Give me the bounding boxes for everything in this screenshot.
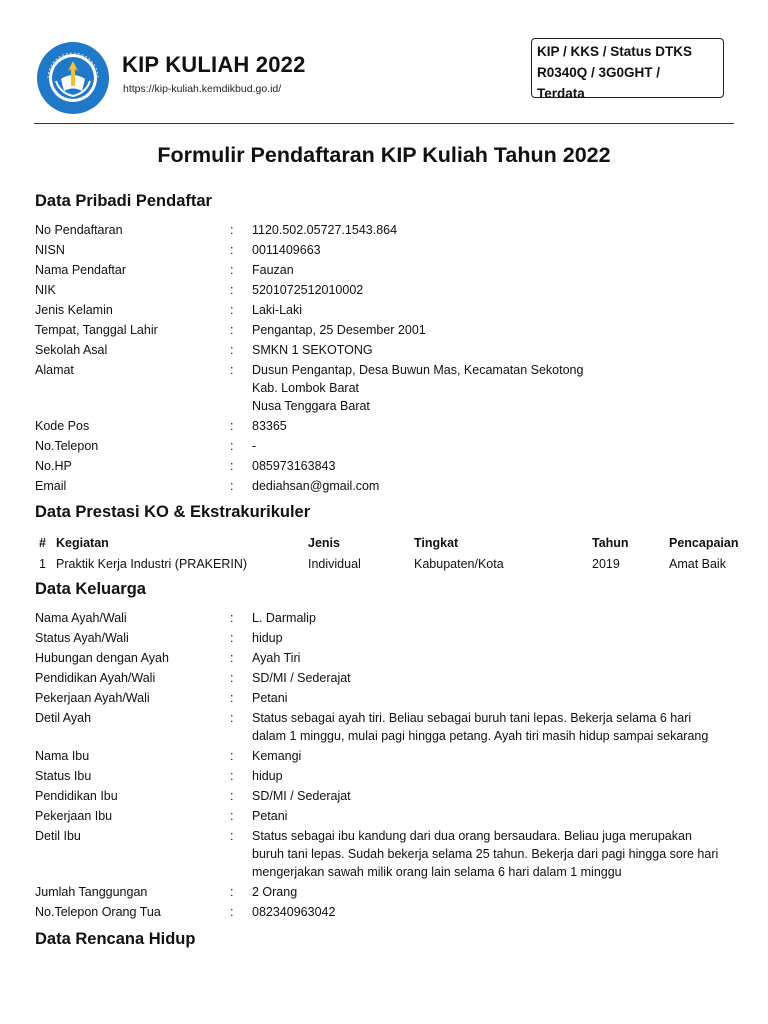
- section-title-pribadi: Data Pribadi Pendaftar: [35, 192, 212, 210]
- field-value: 83365: [252, 419, 287, 433]
- field-row: [35, 883, 735, 903]
- field-label: Detil Ibu: [35, 829, 81, 843]
- col-header-no: #: [39, 536, 46, 550]
- field-separator: :: [230, 323, 234, 337]
- field-row: [35, 903, 735, 923]
- field-separator: :: [230, 439, 234, 453]
- field-row: [35, 827, 735, 883]
- section-title-rencana: Data Rencana Hidup: [35, 930, 196, 948]
- tut-wuri-handayani-logo: [36, 41, 110, 115]
- field-row: [35, 457, 735, 477]
- field-value-line: Status sebagai ibu kandung dari dua orang bersaudara. Beliau juga merupakan: [252, 829, 692, 843]
- field-row: [35, 221, 735, 241]
- field-row: [35, 261, 735, 281]
- status-box: [531, 38, 724, 101]
- field-row: [35, 609, 735, 629]
- field-separator: :: [230, 905, 234, 919]
- field-value: SMKN 1 SEKOTONG: [252, 343, 373, 357]
- field-value-line: Kab. Lombok Barat: [252, 381, 360, 395]
- cell-kegiatan: Praktik Kerja Industri (PRAKERIN): [56, 557, 248, 571]
- field-row: [35, 241, 735, 261]
- field-value: Fauzan: [252, 263, 294, 277]
- field-value: hidup: [252, 631, 283, 645]
- field-label: Status Ayah/Wali: [35, 631, 129, 645]
- field-label: Jenis Kelamin: [35, 303, 113, 317]
- field-value: L. Darmalip: [252, 611, 316, 625]
- table-header: [35, 532, 739, 554]
- field-separator: :: [230, 711, 234, 725]
- field-value: Kemangi: [252, 749, 302, 763]
- field-label: No.HP: [35, 459, 72, 473]
- field-label: No.Telepon: [35, 439, 99, 453]
- field-separator: :: [230, 829, 234, 843]
- col-header-jenis: Jenis: [308, 536, 340, 550]
- brand-url[interactable]: https://kip-kuliah.kemdikbud.go.id/: [123, 83, 282, 95]
- cell-pencapaian: Amat Baik: [669, 557, 726, 571]
- field-value: SD/MI / Sederajat: [252, 671, 351, 685]
- field-separator: :: [230, 283, 234, 297]
- field-row: [35, 649, 735, 669]
- keluarga-list: [35, 609, 735, 923]
- brand-title: KIP KULIAH 2022: [122, 52, 306, 77]
- field-label: Email: [35, 479, 67, 493]
- field-row: [35, 417, 735, 437]
- field-separator: :: [230, 611, 234, 625]
- field-row: [35, 709, 735, 747]
- field-separator: :: [230, 343, 234, 357]
- field-row: [35, 477, 735, 497]
- field-label: Tempat, Tanggal Lahir: [35, 323, 158, 337]
- field-label: Sekolah Asal: [35, 343, 108, 357]
- field-value-line: Dusun Pengantap, Desa Buwun Mas, Kecamatan Sekotong: [252, 363, 584, 377]
- field-row: [35, 321, 735, 341]
- field-separator: :: [230, 749, 234, 763]
- field-row: [35, 669, 735, 689]
- field-separator: :: [230, 691, 234, 705]
- field-value: 082340963042: [252, 905, 336, 919]
- field-row: [35, 361, 735, 417]
- form-title: Formulir Pendaftaran KIP Kuliah Tahun 2022: [157, 143, 611, 167]
- field-separator: :: [230, 885, 234, 899]
- prestasi-table: [35, 532, 739, 574]
- field-label: Hubungan dengan Ayah: [35, 651, 169, 665]
- field-value: -: [252, 439, 257, 453]
- header-divider: [34, 123, 734, 124]
- field-row: [35, 747, 735, 767]
- field-label: Kode Pos: [35, 419, 90, 433]
- field-row: [35, 281, 735, 301]
- field-label: Pendidikan Ayah/Wali: [35, 671, 156, 685]
- field-separator: :: [230, 419, 234, 433]
- pribadi-list: [35, 221, 735, 497]
- field-label: Detil Ayah: [35, 711, 92, 725]
- col-header-pencapaian: Pencapaian: [669, 536, 739, 550]
- field-row: [35, 767, 735, 787]
- field-row: [35, 787, 735, 807]
- field-value: [252, 361, 735, 415]
- field-label: NIK: [35, 283, 56, 297]
- field-separator: :: [230, 631, 234, 645]
- field-row: [35, 807, 735, 827]
- field-separator: :: [230, 363, 234, 377]
- field-label: Pekerjaan Ayah/Wali: [35, 691, 150, 705]
- field-value: 2 Orang: [252, 885, 298, 899]
- field-label: Status Ibu: [35, 769, 92, 783]
- field-value: Laki-Laki: [252, 303, 303, 317]
- cell-jenis: Individual: [308, 557, 361, 571]
- field-value: Petani: [252, 809, 288, 823]
- field-label: Jumlah Tanggungan: [35, 885, 148, 899]
- section-title-keluarga: Data Keluarga: [35, 580, 146, 598]
- field-value: Petani: [252, 691, 288, 705]
- field-value: dediahsan@gmail.com: [252, 479, 380, 493]
- field-value: [252, 709, 735, 745]
- field-value-line: dalam 1 minggu, mulai pagi hingga petang. Ayah tiri masih hidup sampai sekarang: [252, 729, 709, 743]
- field-label: Pekerjaan Ibu: [35, 809, 113, 823]
- field-separator: :: [230, 769, 234, 783]
- field-value: hidup: [252, 769, 283, 783]
- field-separator: :: [230, 303, 234, 317]
- field-label: Pendidikan Ibu: [35, 789, 118, 803]
- col-header-tahun: Tahun: [592, 536, 629, 550]
- field-separator: :: [230, 809, 234, 823]
- field-value: 1120.502.05727.1543.864: [252, 223, 398, 237]
- status-line: KIP / KKS / Status DTKS: [537, 44, 693, 59]
- field-row: [35, 437, 735, 457]
- field-separator: :: [230, 479, 234, 493]
- section-title-prestasi: Data Prestasi KO & Ekstrakurikuler: [35, 503, 311, 521]
- field-value: Ayah Tiri: [252, 651, 301, 665]
- field-separator: :: [230, 789, 234, 803]
- field-row: [35, 341, 735, 361]
- field-value-line: Nusa Tenggara Barat: [252, 399, 370, 413]
- col-header-tingkat: Tingkat: [414, 536, 459, 550]
- field-value-line: buruh tani lepas. Sudah bekerja selama 25 tahun. Bekerja dari pagi hingga sore hari: [252, 847, 719, 861]
- field-value-line: mengerjakan sawah milik orang lain selama 6 hari dalam 1 minggu: [252, 865, 622, 879]
- status-line: R0340Q / 3G0GHT /: [537, 65, 661, 80]
- field-value: 0011409663: [252, 243, 321, 257]
- field-value: SD/MI / Sederajat: [252, 789, 351, 803]
- document-header: [34, 36, 734, 122]
- field-value: 5201072512010002: [252, 283, 364, 297]
- field-value: 085973163843: [252, 459, 336, 473]
- field-value: Pengantap, 25 Desember 2001: [252, 323, 426, 337]
- field-separator: :: [230, 243, 234, 257]
- field-separator: :: [230, 671, 234, 685]
- field-label: No Pendaftaran: [35, 223, 123, 237]
- table-row: [35, 554, 735, 574]
- cell-tingkat: Kabupaten/Kota: [414, 557, 504, 571]
- field-separator: :: [230, 223, 234, 237]
- status-line: Terdata: [537, 86, 585, 101]
- col-header-kegiatan: Kegiatan: [56, 536, 109, 550]
- field-row: [35, 301, 735, 321]
- field-value: [252, 827, 735, 881]
- field-label: Nama Ayah/Wali: [35, 611, 127, 625]
- field-separator: :: [230, 263, 234, 277]
- field-separator: :: [230, 651, 234, 665]
- field-label: NISN: [35, 243, 65, 257]
- field-separator: :: [230, 459, 234, 473]
- field-label: Nama Ibu: [35, 749, 90, 763]
- field-label: Nama Pendaftar: [35, 263, 127, 277]
- field-label: Alamat: [35, 363, 74, 377]
- cell-tahun: 2019: [592, 557, 620, 571]
- field-value-line: Status sebagai ayah tiri. Beliau sebagai buruh tani lepas. Bekerja selama 6 hari: [252, 711, 692, 725]
- field-label: No.Telepon Orang Tua: [35, 905, 161, 919]
- cell-no: 1: [39, 557, 46, 571]
- field-row: [35, 629, 735, 649]
- field-row: [35, 689, 735, 709]
